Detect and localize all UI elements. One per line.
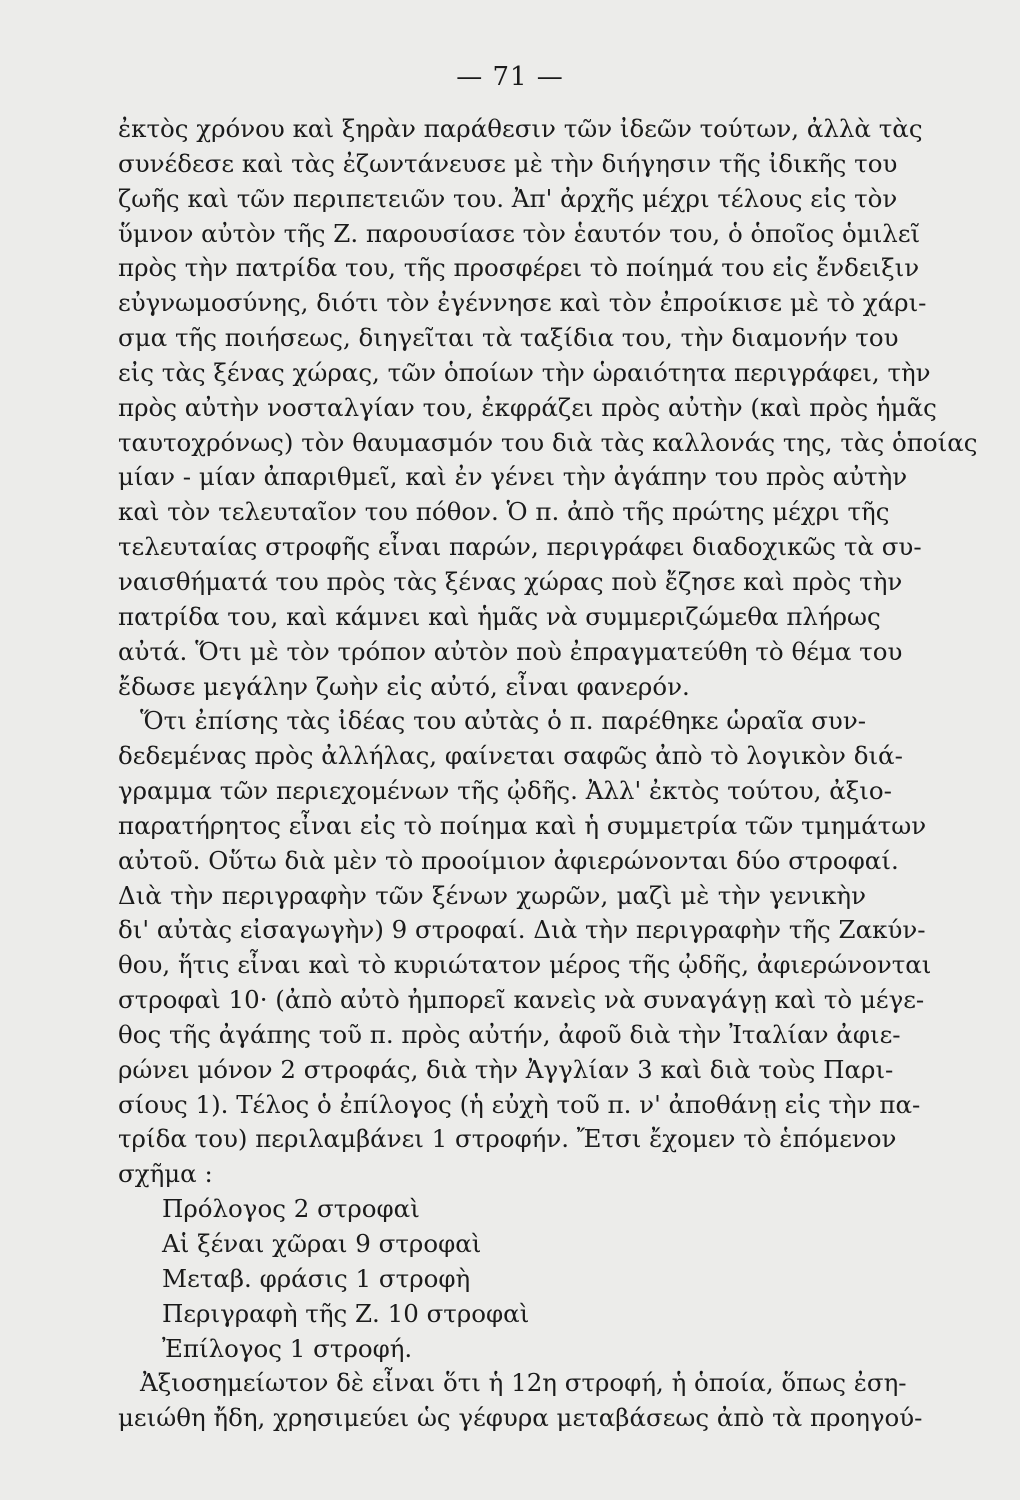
schema-item: Μεταβ. φράσις 1 στροφὴ [162, 1263, 471, 1293]
body-text [118, 112, 978, 1436]
text-line: πρὸς αὐτὴν νοσταλγίαν του, ἐκφράζει πρὸς αὐτὴν (καὶ πρὸς ἡμᾶς [118, 392, 937, 422]
text-line: ζωῆς καὶ τῶν περιπετειῶν του. Ἀπ' ἀρχῆς μέχρι τέλους εἰς τὸν [118, 183, 898, 213]
text-line: εἰς τὰς ξένας χώρας, τῶν ὁποίων τὴν ὡραιότητα περιγράφει, τὴν [118, 357, 931, 387]
schema-list [118, 1192, 866, 1366]
paragraph-1 [118, 112, 978, 704]
schema-item: Ἐπίλογος 1 στροφή. [162, 1333, 413, 1363]
text-line: θος τῆς ἀγάπης τοῦ π. πρὸς αὐτήν, ἀφοῦ διὰ τὴν Ἰταλίαν ἀφιε- [118, 1019, 901, 1049]
text-line: ἔδωσε μεγάλην ζωὴν εἰς αὐτό, εἶναι φανερόν. [118, 671, 690, 701]
text-line: ναισθήματά του πρὸς τὰς ξένας χώρας ποὺ ἔζησε καὶ πρὸς τὴν [118, 566, 903, 596]
paragraph-2 [118, 704, 932, 1192]
text-line: σχῆμα : [118, 1159, 213, 1189]
text-line: δεδεμένας πρὸς ἀλλήλας, φαίνεται σαφῶς ἀπὸ τὸ λογικὸν διά- [118, 741, 903, 771]
schema-item: Πρόλογος 2 στροφαὶ [162, 1194, 420, 1224]
paragraph-3 [118, 1366, 923, 1436]
text-line: τελευταίας στροφῆς εἶναι παρών, περιγράφει διαδοχικῶς τὰ συ- [118, 532, 922, 562]
text-line: ὕμνον αὐτὸν τῆς Ζ. παρουσίασε τὸν ἑαυτόν του, ὁ ὁποῖος ὁμιλεῖ [118, 218, 921, 248]
text-line: ἐκτὸς χρόνου καὶ ξηρὰν παράθεσιν τῶν ἰδεῶν τούτων, ἀλλὰ τὰς [118, 114, 923, 143]
text-line: θου, ἥτις εἶναι καὶ τὸ κυριώτατον μέρος τῆς ᾠδῆς, ἀφιερώνονται [118, 950, 932, 980]
page-number: — 71 — [456, 62, 564, 92]
text-line: πατρίδα του, καὶ κάμνει καὶ ἡμᾶς νὰ συμμεριζώμεθα πλήρως [118, 601, 881, 631]
text-line: δι' αὐτὰς εἰσαγωγὴν) 9 στροφαί. Διὰ τὴν περιγραφὴν τῆς Ζακύν- [118, 915, 926, 945]
text-line: αὐτοῦ. Οὕτω διὰ μὲν τὸ προοίμιον ἀφιερώνονται δύο στροφαί. [118, 845, 899, 875]
text-line: συνέδεσε καὶ τὰς ἐζωντάνευσε μὲ τὴν διήγησιν τῆς ἰδικῆς του [118, 148, 898, 178]
text-line: τρίδα του) περιλαμβάνει 1 στροφήν. Ἔτσι ἔχομεν τὸ ἑπόμενον [118, 1124, 897, 1154]
text-line: αὐτά. Ὅτι μὲ τὸν τρόπον αὐτὸν ποὺ ἐπραγματεύθη τὸ θέμα του [118, 636, 903, 666]
text-line: καὶ τὸν τελευταῖον του πόθον. Ὁ π. ἀπὸ τῆς πρώτης μέχρι τῆς [118, 497, 890, 527]
text-line: παρατήρητος εἶναι εἰς τὸ ποίημα καὶ ἡ συμμετρία τῶν τμημάτων [118, 810, 927, 840]
text-line: Ὅτι ἐπίσης τὰς ἰδέας του αὐτὰς ὁ π. παρέθηκε ὡραῖα συν- [140, 706, 866, 736]
text-line: γραμμα τῶν περιεχομένων τῆς ᾠδῆς. Ἀλλ' ἐκτὸς τούτου, ἀξιο- [118, 776, 892, 806]
text-line: Ἀξιοσημείωτον δὲ εἶναι ὅτι ἡ 12η στροφή, ἡ ὁποία, ὅπως ἐση- [140, 1368, 907, 1398]
text-line: ρώνει μόνον 2 στροφάς, διὰ τὴν Ἀγγλίαν 3 καὶ διὰ τοὺς Παρι- [118, 1054, 894, 1084]
text-line: μίαν - μίαν ἀπαριθμεῖ, καὶ ἐν γένει τὴν ἀγάπην του πρὸς αὐτὴν [118, 462, 908, 492]
text-line: σμα τῆς ποιήσεως, διηγεῖται τὰ ταξίδια του, τὴν διαμονήν του [118, 323, 899, 353]
text-line: ταυτοχρόνως) τὸν θαυμασμόν του διὰ τὰς καλλονάς της, τὰς ὁποίας [118, 427, 978, 457]
text-line: σίους 1). Τέλος ὁ ἐπίλογος (ἡ εὐχὴ τοῦ π. ν' ἀποθάνῃ εἰς τὴν πα- [118, 1089, 921, 1119]
text-line: μειώθη ἤδη, χρησιμεύει ὡς γέφυρα μεταβάσεως ἀπὸ τὰ προηγού- [118, 1403, 923, 1433]
text-line: πρὸς τὴν πατρίδα του, τῆς προσφέρει τὸ ποίημά του εἰς ἔνδειξιν [118, 253, 920, 283]
text-line: στροφαὶ 10· (ἀπὸ αὐτὸ ἠμπορεῖ κανεὶς νὰ συναγάγῃ καὶ τὸ μέγε- [118, 985, 925, 1015]
schema-item: Αἱ ξέναι χῶραι 9 στροφαὶ [162, 1229, 482, 1258]
schema-item: Περιγραφὴ τῆς Ζ. 10 στροφαὶ [162, 1298, 530, 1328]
text-line: Διὰ τὴν περιγραφὴν τῶν ξένων χωρῶν, μαζὶ μὲ τὴν γενικὴν [118, 880, 866, 910]
text-line: εὐγνωμοσύνης, διότι τὸν ἐγέννησε καὶ τὸν ἐπροίκισε μὲ τὸ χάρι- [118, 288, 927, 318]
